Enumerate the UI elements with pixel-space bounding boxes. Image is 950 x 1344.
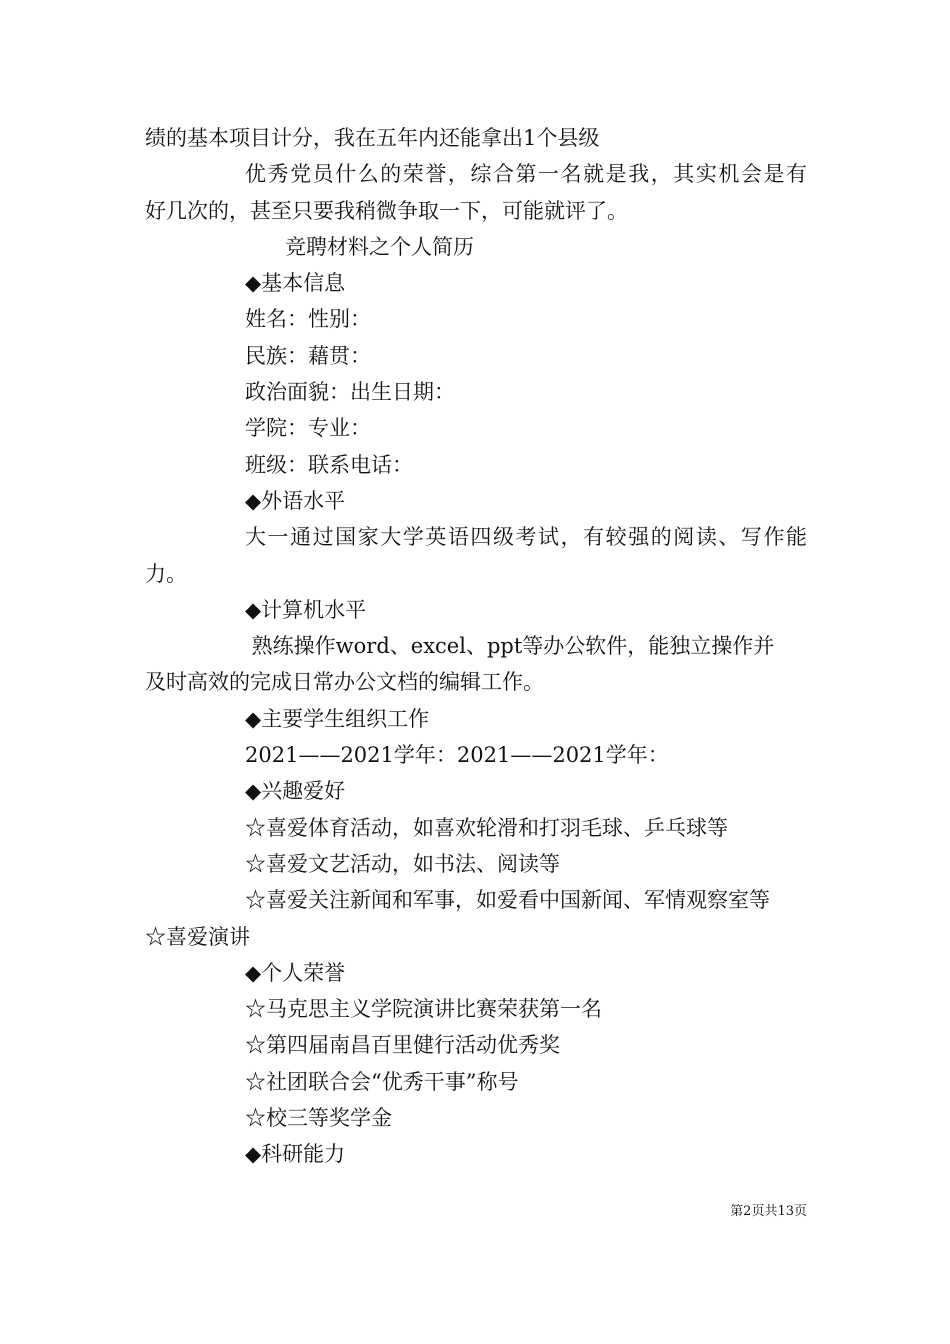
- paragraph-line: 2021——2021学年：2021——2021学年：: [245, 743, 669, 768]
- list-item: ☆喜爱体育活动，如喜欢轮滑和打羽毛球、乒乓球等: [245, 815, 728, 840]
- section-heading: ◆主要学生组织工作: [245, 706, 430, 731]
- list-item: ☆喜爱演讲: [145, 924, 250, 949]
- section-title: 竞聘材料之个人简历: [285, 234, 474, 259]
- list-item: ☆马克思主义学院演讲比赛荣获第一名: [245, 997, 602, 1022]
- list-item: ☆第四届南昌百里健行活动优秀奖: [245, 1033, 560, 1058]
- paragraph-line: 力。: [145, 561, 187, 586]
- paragraph-line: 及时高效的完成日常办公文档的编辑工作。: [145, 670, 544, 695]
- section-heading: ◆科研能力: [245, 1142, 346, 1167]
- list-item: ☆喜爱关注新闻和军事，如爱看中国新闻、军情观察室等: [245, 888, 770, 913]
- section-heading: ◆外语水平: [245, 488, 346, 513]
- document-body: [145, 120, 807, 1173]
- paragraph-line: 绩的基本项目计分，我在五年内还能拿出1个县级: [145, 126, 600, 150]
- info-field: 学院：专业：: [245, 416, 371, 441]
- section-heading: ◆兴趣爱好: [245, 779, 346, 804]
- section-heading: ◆个人荣誉: [245, 960, 346, 985]
- page-number-footer: 第2页共13页: [730, 1204, 807, 1219]
- list-item: ☆校三等奖学金: [245, 1106, 392, 1131]
- paragraph-line: 优秀党员什么的荣誉，综合第一名就是我，其实机会是有: [245, 162, 807, 187]
- section-heading: ◆计算机水平: [245, 597, 367, 622]
- info-field: 班级：联系电话：: [245, 452, 413, 477]
- paragraph-line: 大一通过国家大学英语四级考试，有较强的阅读、写作能: [245, 525, 807, 550]
- list-item: ☆社团联合会“优秀干事”称号: [245, 1069, 519, 1094]
- list-item: ☆喜爱文艺活动，如书法、阅读等: [245, 851, 560, 876]
- paragraph-line: 熟练操作word、excel、ppt等办公软件，能独立操作并: [245, 634, 775, 659]
- paragraph-line: 好几次的，甚至只要我稍微争取一下，可能就评了。: [145, 198, 628, 223]
- info-field: 民族：藉贯：: [245, 343, 371, 368]
- info-field: 政治面貌：出生日期：: [245, 380, 455, 405]
- section-heading: ◆基本信息: [245, 271, 346, 296]
- info-field: 姓名：性别：: [245, 307, 371, 332]
